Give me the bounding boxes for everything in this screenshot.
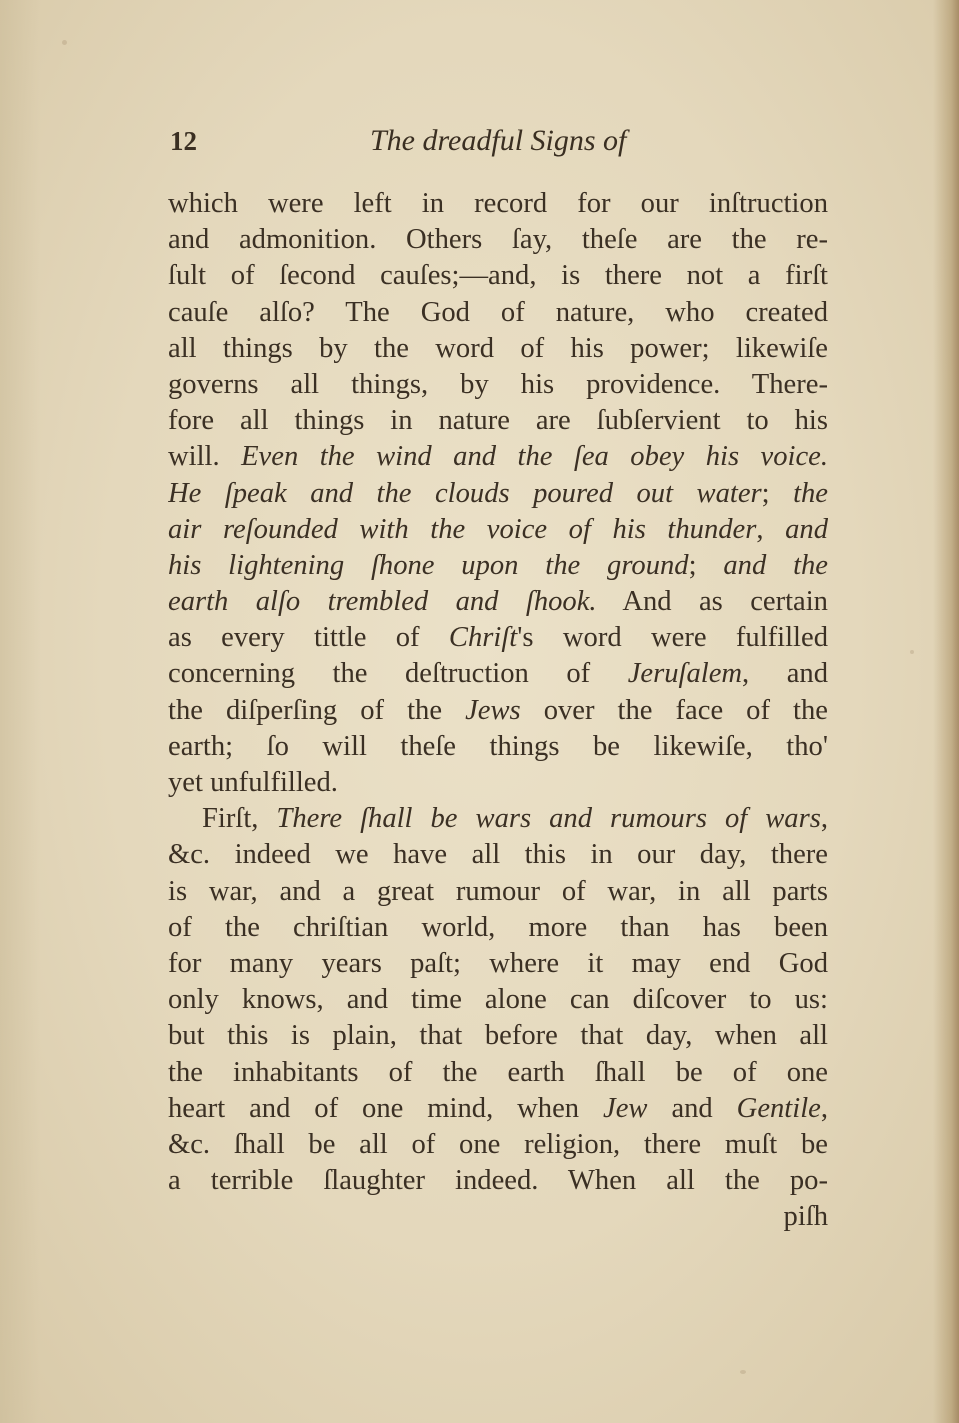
text-line: a terrible ſlaughter indeed. When all the po- (168, 1165, 828, 1197)
text-run: will. (168, 441, 242, 473)
page-shadow-right (933, 0, 959, 1423)
italic-run: earth alſo trembled and ſhook. (168, 586, 597, 618)
text-run: and (647, 1092, 737, 1124)
running-header (170, 120, 830, 170)
running-title: The dreadful Signs of (370, 124, 627, 157)
italic-run: air reſounded with the voice of his thunder (168, 513, 757, 545)
italic-run: Even the wind and the ſea obey his voice. (241, 441, 828, 473)
text-line (168, 693, 828, 729)
text-line (168, 548, 828, 584)
text-run: concerning the deſtruction of (168, 658, 628, 690)
italic-run: Gentile (736, 1092, 821, 1124)
italic-run: Jews (465, 694, 521, 726)
italic-run: There ſhall be wars and rumours of wars (276, 803, 821, 835)
text-line (168, 476, 828, 512)
text-line: for many years paſt; where it may end God (168, 947, 828, 979)
italic-run: He ſpeak and the clouds poured out water (168, 477, 762, 509)
text-line: of the chriſtian world, more than has been (168, 911, 828, 943)
text-run: 's word were fulfilled (517, 622, 828, 654)
foxing-spot (740, 1370, 746, 1374)
italic-run: the (793, 477, 828, 509)
text-line: only knows, and time alone can diſcover to us: (168, 984, 828, 1016)
page-number: 12 (170, 126, 197, 156)
text-line (168, 584, 828, 620)
italic-run: and (785, 513, 828, 545)
foxing-spot (910, 650, 914, 654)
text-line: yet unfulfilled. (168, 767, 338, 798)
text-line (168, 512, 828, 548)
text-line (168, 656, 828, 692)
text-line: the inhabitants of the earth ſhall be of one (168, 1056, 828, 1088)
text-run: the diſperſing of the (168, 694, 466, 726)
text-line: and admonition. Others ſay, theſe are the re- (168, 224, 828, 256)
text-run: , and (742, 658, 828, 690)
italic-run: Chriſt (448, 622, 518, 654)
text-line: &c. ſhall be all of one religion, there muſt be (168, 1128, 828, 1160)
text-line: &c. indeed we have all this in our day, there (168, 839, 828, 871)
text-run: , (820, 1092, 828, 1124)
text-line: which were left in record for our inſtruction (168, 188, 828, 219)
text-run: as every tittle of (168, 622, 449, 654)
text-run: ; (688, 549, 724, 581)
text-run: heart and of one mind, when (168, 1092, 604, 1124)
page-shadow-left (0, 0, 40, 1423)
text-line: is war, and a great rumour of war, in all parts (168, 875, 828, 907)
catchword: piſh (783, 1201, 828, 1233)
text-run: And as certain (596, 586, 828, 618)
text-line: fore all things in nature are ſubſervient to his (168, 405, 828, 437)
text-line (168, 801, 828, 837)
body-text (168, 186, 828, 1235)
text-line (168, 1091, 828, 1127)
text-line: earth; ſo will theſe things be likewiſe, tho' (168, 730, 828, 762)
text-line (168, 620, 828, 656)
text-line (168, 439, 828, 475)
text-run: over the face of the (520, 694, 828, 726)
italic-run: his lightening ſhone upon the ground (168, 549, 689, 581)
foxing-spot (62, 40, 67, 45)
text-line: ſult of ſecond cauſes;—and, is there not a firſt (168, 260, 828, 292)
text-run: , (820, 803, 828, 835)
text-line: all things by the word of his power; likewiſe (168, 332, 828, 364)
text-run: ; (761, 477, 794, 509)
text-line: cauſe alſo? The God of nature, who created (168, 296, 828, 328)
text-run: Firſt, (202, 803, 277, 835)
text-run: , (756, 513, 786, 545)
italic-run: and the (723, 549, 828, 581)
italic-run: Jew (603, 1092, 648, 1124)
text-line: but this is plain, that before that day, when all (168, 1020, 828, 1052)
italic-run: Jeruſalem (627, 658, 743, 690)
text-line: governs all things, by his providence. There- (168, 368, 828, 400)
